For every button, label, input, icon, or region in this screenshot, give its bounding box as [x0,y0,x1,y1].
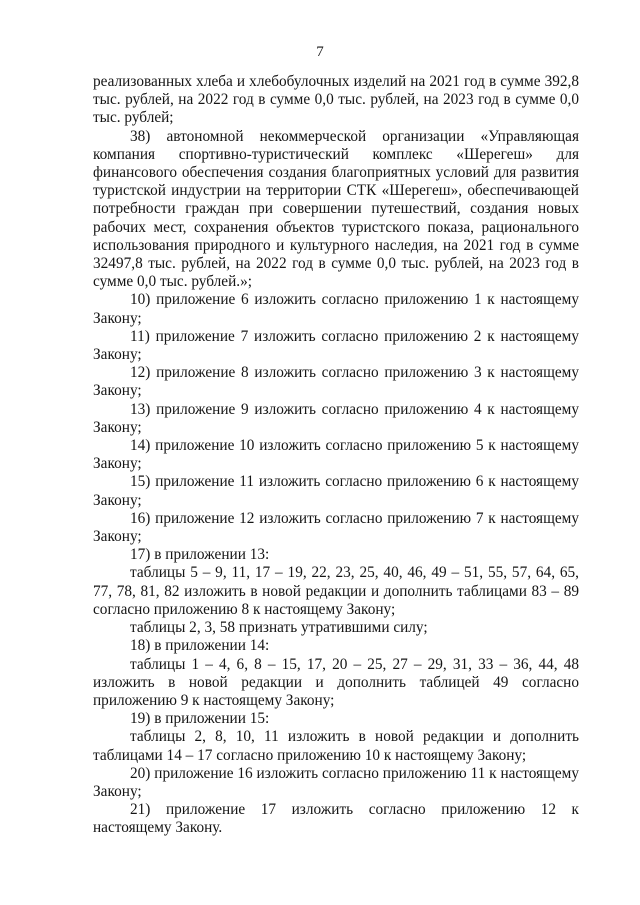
paragraph-item-16: 16) приложение 12 изложить согласно приложению 7 к настоящему Закону; [93,509,579,546]
paragraph-item-19: 19) в приложении 15: [130,710,270,728]
paragraph-item-21: 21) приложение 17 изложить согласно приложению 12 к настоящему Закону. [93,801,579,837]
paragraph-item-18: 18) в приложении 14: [130,637,270,655]
paragraph-item-38: 38) автономной некоммерческой организации «Управляющая компания спортивно-туристический комплекс «Шерегеш» для финансового обеспечения создания благоприятных условий для развития туристской индустрии на территории СТК «Шерегеш», обеспечивающей потребности граждан при совершении путешествий, создания новых рабочих мест, сохранения объектов туристского показа, рационального использования природного и культурного наследия, на 2021 год в сумме 32497,8 тыс. рублей, на 2022 год в сумме 0,0 тыс. рублей, на 2023 год в сумме 0,0 тыс. рублей.»; [93,127,579,291]
paragraph-item-10: 10) приложение 6 изложить согласно приложению 1 к настоящему Закону; [93,291,579,327]
paragraph-item-18-tables: таблицы 1 – 4, 6, 8 – 15, 17, 20 – 25, 27 – 29, 31, 33 – 36, 44, 48 изложить в новой редакции и дополнить таблицей 49 согласно приложению 9 к настоящему Закону; [93,655,579,709]
paragraph-item-17-repealed: таблицы 2, 3, 58 признать утратившими силу; [130,619,428,637]
paragraph-item-19-tables: таблицы 2, 8, 10, 11 изложить в новой редакции и дополнить таблицами 14 – 17 согласно приложению 10 к настоящему Закону; [93,728,579,764]
paragraph-item-20: 20) приложение 16 изложить согласно приложению 11 к настоящему Закону; [93,764,579,800]
paragraph-item-15: 15) приложение 11 изложить согласно приложению 6 к настоящему Закону; [93,473,579,509]
document-body [93,73,579,838]
paragraph-item-17-tables: таблицы 5 – 9, 11, 17 – 19, 22, 23, 25, 40, 46, 49 – 51, 55, 57, 64, 65, 77, 78, 81, 82 изложить в новой редакции и дополнить таблицами 83 – 89 согласно приложению 8 к настоящему Закону; [93,564,579,618]
paragraph-item-11: 11) приложение 7 изложить согласно приложению 2 к настоящему Закону; [93,327,579,364]
paragraph-item-17: 17) в приложении 13: [130,546,270,564]
paragraph-item-13: 13) приложение 9 изложить согласно приложению 4 к настоящему Закону; [93,400,579,436]
paragraph-continuation: реализованных хлеба и хлебобулочных изделий на 2021 год в сумме 392,8 тыс. рублей, на 2022 год в сумме 0,0 тыс. рублей, на 2023 год в сумме 0,0 тыс. рублей; [93,73,579,127]
page-number: 7 [316,44,324,60]
paragraph-item-12: 12) приложение 8 изложить согласно приложению 3 к настоящему Закону; [93,364,579,400]
paragraph-item-14: 14) приложение 10 изложить согласно приложению 5 к настоящему Закону; [93,437,579,473]
